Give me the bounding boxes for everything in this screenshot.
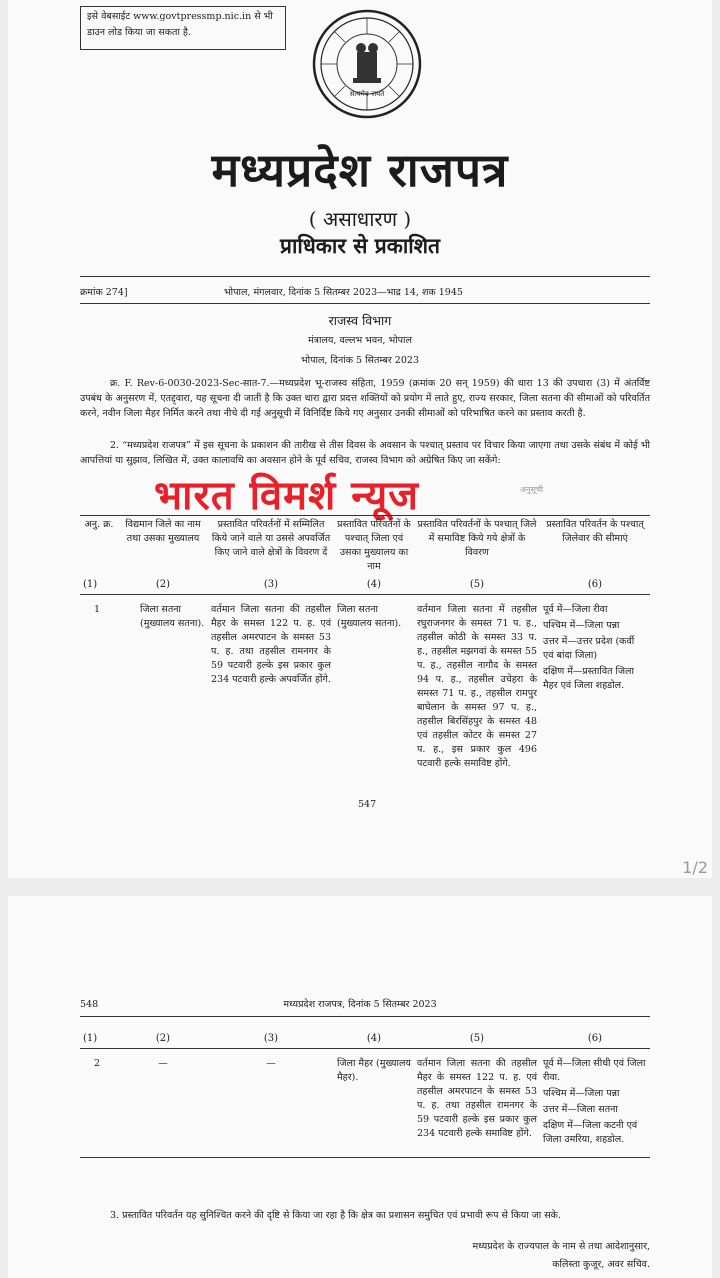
website-notice-box: इसे वेबसाईट www.govtpressmp.nic.in से भी डाउन लोड किया जा सकता है. <box>80 6 286 50</box>
table-row <box>80 1049 650 1158</box>
gazette-title: मध्यप्रदेश राजपत्र <box>211 143 509 197</box>
boundary-north: उत्तर में—जिला सतना <box>543 1104 618 1115</box>
table-row <box>80 595 650 774</box>
row-existing-district: जिला सतना (मुख्यालय सतना). <box>140 604 205 629</box>
col-num: (2) <box>155 1033 171 1044</box>
boundary-east: पूर्व में—जिला सीधी एवं जिला रीवा. <box>543 1058 646 1083</box>
boundary-south: दक्षिण में—प्रस्तावित जिला मैहर एवं जिला शहडोल. <box>543 666 634 691</box>
gazette-page-2 <box>8 896 712 1278</box>
col-num: (6) <box>587 1033 603 1044</box>
paragraph-3: 3. प्रस्तावित परिवर्तन यह सुनिश्चित करने की दृष्टि से किया जा रहा है कि क्षेत्र का प्रशासन समुचित एवं प्रभावी रूप से किया जा सके. <box>110 1210 561 1221</box>
gazette-authority: प्राधिकार से प्रकाशित <box>280 233 440 258</box>
issue-number: क्रमांक 274] <box>80 287 128 298</box>
paragraph-2: 2. “मध्यप्रदेश राजपत्र” में इस सूचना के प्रकाशन की तारीख से तीस दिवस के अवसान के पश्चात् प्रस्ताव पर विचार किया जाएगा तथा उसके संबंध में कोई भी आपत्तियां या सुझाव, लिखित में, उक्त कालावधि का अवसान होने के पूर्व सचिव, राजस्व विभाग को अग्रेषित किए जा सकेंगे: <box>80 440 650 466</box>
page-number: 548 <box>80 999 99 1010</box>
header-existing-district: विद्यमान जिले का नाम तथा उसका मुख्यालय <box>125 519 201 544</box>
col-num: (1) <box>83 1033 98 1044</box>
col-num: (1) <box>83 579 98 590</box>
boundary-east: पूर्व में—जिला रीवा <box>543 604 608 615</box>
col-num: (4) <box>366 579 382 590</box>
header-new-district: प्रस्तावित परिवर्तनों के पश्चात् जिला एवं उसका मुख्यालय का नाम <box>337 519 411 572</box>
row-excluded-areas: — <box>266 1058 276 1069</box>
gazette-subtitle: ( असाधारण ) <box>308 207 412 231</box>
running-head: मध्यप्रदेश राजपत्र, दिनांक 5 सितम्बर 2023 <box>283 999 437 1010</box>
col-num: (2) <box>155 579 171 590</box>
row-existing-district: — <box>158 1058 168 1069</box>
col-num: (4) <box>366 1033 382 1044</box>
schedule-table <box>80 515 650 773</box>
column-number-row <box>80 576 650 595</box>
row-serial: 2 <box>94 1058 101 1069</box>
issue-date: भोपाल, मंगलवार, दिनांक 5 सितम्बर 2023—भाद्र 14, शक 1945 <box>224 287 463 298</box>
row-boundaries <box>540 595 650 774</box>
row-new-district: जिला सतना (मुख्यालय सतना). <box>337 604 402 629</box>
boundary-north: उत्तर में—उत्तर प्रदेश (कर्वी एवं बांदा जिला) <box>543 636 635 661</box>
row-serial: 1 <box>94 604 101 615</box>
col-num: (5) <box>469 579 485 590</box>
divider <box>80 303 650 304</box>
header-serial: अनु. क्र. <box>84 519 114 530</box>
signoff-line-1: मध्यप्रदेश के राज्यपाल के नाम से तथा आदेशानुसार, <box>472 1241 650 1252</box>
boundary-west: पश्चिम में—जिला पन्ना <box>543 620 620 631</box>
schedule-table-continued <box>80 1030 650 1158</box>
header-boundaries: प्रस्तावित परिवर्तन के पश्चात् जिलेवार की सीमाएं <box>546 519 644 544</box>
news-watermark: भारत विमर्श न्यूज <box>154 473 419 519</box>
row-new-district: जिला मैहर (मुख्यालय मैहर). <box>337 1058 411 1083</box>
header-excluded-areas: प्रस्तावित परिवर्तनों में सम्मिलित किये जाने वाले या उससे अपवर्जित किए जाने वाले क्षेत्रों के विवरण दें <box>211 519 331 558</box>
signoff-line-2: कलिस्ता कुजूर, अवर सचिव. <box>552 1259 650 1270</box>
header-included-areas: प्रस्तावित परिवर्तनों के पश्चात् जिले में समाविष्ट किये गये क्षेत्रों के विवरण <box>417 519 537 558</box>
row-excluded-areas: वर्तमान जिला सतना की तहसील मैहर के समस्त 122 प. ह. एवं तहसील अमरपाटन के समस्त 53 प. ह. तथा तहसील रामनगर के 59 पटवारी हल्के इस प्रकार कुल 234 पटवारी हल्के अपवर्जित होंगे. <box>211 604 331 685</box>
department-address: मंत्रालय, वल्लभ भवन, भोपाल <box>308 335 412 346</box>
col-num: (3) <box>263 1033 279 1044</box>
col-num: (6) <box>587 579 603 590</box>
gazette-page-1 <box>8 0 712 878</box>
page-indicator: 1/2 <box>682 858 708 877</box>
seal-motto: सत्यमेव जयते <box>349 90 385 98</box>
schedule-heading-underlay: अनुसूची <box>520 485 544 494</box>
row-included-areas: वर्तमान जिला सतना में तहसील रघुराजनगर के समस्त 71 प. ह., तहसील कोठी के समस्त 33 प. ह., तहसील मझगवां के समस्त 55 प. ह., तहसील नागौद के समस्त 94 प. ह., तहसील उचेहरा के समस्त 71 प. ह., तहसील रामपुर बाघेलान के समस्त 97 प. ह., तहसील बिरसिंहपुर के समस्त 48 एवं तहसील कोटर के समस्त 27 प. ह., इस प्रकार कुल 496 पटवारी हल्के समाविष्ट होंगे. <box>417 604 537 769</box>
department-name: राजस्व विभाग <box>328 313 392 328</box>
col-num: (3) <box>263 579 279 590</box>
department-date: भोपाल, दिनांक 5 सितम्बर 2023 <box>301 355 419 366</box>
divider <box>80 276 650 277</box>
column-number-row <box>80 1030 650 1049</box>
page-number: 547 <box>358 799 377 810</box>
paragraph-1: क्र. F. Rev-6-0030-2023-Sec-सात-7.—मध्यप्रदेश भू-राजस्व संहिता, 1959 (क्रमांक 20 सन् 1959) की धारा 13 की उपधारा (3) में अंतर्विष्ट उपबंध के अनुसरण में, एतद्द्वारा, यह सूचना दी जाती है कि उक्त धारा द्वारा प्रदत्त शक्तियों को प्रयोग में लाते हुए, राज्य सरकार, जिला सतना की सीमाओं को परिवर्तित करने, नवीन जिला मैहर निर्मित करने तथा नीचे दी गई अनुसूची में विनिर्दिष्ट किये गए अनुसार उनकी सीमाओं को परिभाषित करने का प्रस्ताव करती है. <box>80 378 650 419</box>
col-num: (5) <box>469 1033 485 1044</box>
row-included-areas: वर्तमान जिला सतना की तहसील मैहर के समस्त 122 प. ह. एवं तहसील अमरपाटन के समस्त 53 प. ह. तथा तहसील रामनगर के 59 पटवारी हल्के इस प्रकार कुल 234 पटवारी हल्के समाविष्ट होंगे. <box>417 1058 537 1139</box>
boundary-south: दक्षिण में—जिला कटनी एवं जिला उमरिया, शहडोल. <box>543 1120 638 1145</box>
boundary-west: पश्चिम में—जिला पन्ना <box>543 1088 620 1099</box>
state-emblem-seal <box>311 8 423 120</box>
row-boundaries <box>540 1049 650 1158</box>
table-header-row <box>80 516 650 577</box>
divider <box>80 1016 650 1017</box>
